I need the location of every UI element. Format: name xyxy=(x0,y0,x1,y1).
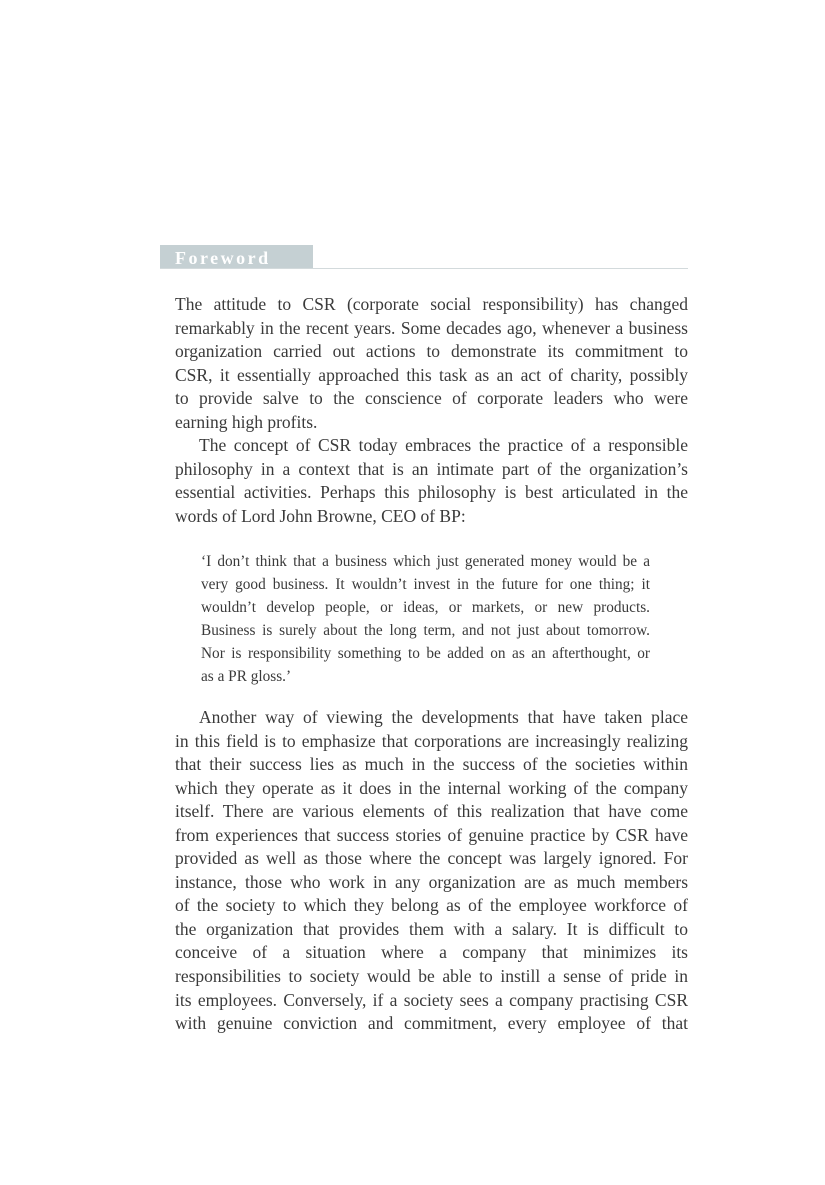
quote-line: ‘I don’t think that a business which just generated money would be a xyxy=(201,553,650,570)
text-line: with genuine conviction and commitment, every employee of that xyxy=(175,1013,688,1034)
header-rule xyxy=(160,268,688,269)
intro-paragraphs xyxy=(175,293,688,528)
text-line: conceive of a situation where a company that minimizes its xyxy=(175,942,688,963)
text-line: in this field is to emphasize that corporations are increasingly realizing xyxy=(175,730,688,751)
text-line: CSR, it essentially approached this task as an act of charity, possibly xyxy=(175,364,688,385)
text-line: earning high profits. xyxy=(175,411,318,432)
paragraph-3 xyxy=(175,706,688,1036)
quote-line: very good business. It wouldn’t invest in the future for one thing; it xyxy=(201,576,650,593)
text-line: The attitude to CSR (corporate social responsibility) has changed xyxy=(175,294,688,314)
text-line: of the society to which they belong as of the employee workforce of xyxy=(175,895,688,916)
section-title: Foreword xyxy=(175,248,271,268)
text-line: the organization that provides them with a salary. It is difficult to xyxy=(175,918,688,939)
text-line: The concept of CSR today embraces the practice of a responsible xyxy=(199,435,688,456)
block-quote xyxy=(201,550,650,688)
text-line: itself. There are various elements of this realization that have come xyxy=(175,801,688,822)
text-line: provided as well as those where the concept was largely ignored. For xyxy=(175,848,688,869)
quote-line: as a PR gloss.’ xyxy=(201,668,292,685)
text-line: its employees. Conversely, if a society sees a company practising CSR xyxy=(175,989,688,1010)
text-line: remarkably in the recent years. Some decades ago, whenever a business xyxy=(175,317,688,338)
text-line: that their success lies as much in the success of the societies within xyxy=(175,754,688,775)
text-line: essential activities. Perhaps this philosophy is best articulated in the xyxy=(175,482,688,503)
text-line: words of Lord John Browne, CEO of BP: xyxy=(175,505,466,526)
text-line: philosophy in a context that is an intimate part of the organization’s xyxy=(175,458,688,479)
text-line: organization carried out actions to demonstrate its commitment to xyxy=(175,341,688,362)
text-line: which they operate as it does in the internal working of the company xyxy=(175,777,688,798)
quote-line: Business is surely about the long term, and not just about tomorrow. xyxy=(201,622,650,639)
quote-line: Nor is responsibility something to be added on as an afterthought, or xyxy=(201,645,650,662)
text-line: from experiences that success stories of genuine practice by CSR have xyxy=(175,824,688,845)
text-line: to provide salve to the conscience of corporate leaders who were xyxy=(175,388,688,409)
text-line: Another way of viewing the developments that have taken place xyxy=(199,707,688,727)
text-line: responsibilities to society would be able to instill a sense of pride in xyxy=(175,966,688,987)
text-line: instance, those who work in any organization are as much members xyxy=(175,871,688,892)
quote-line: wouldn’t develop people, or ideas, or markets, or new products. xyxy=(201,599,650,616)
